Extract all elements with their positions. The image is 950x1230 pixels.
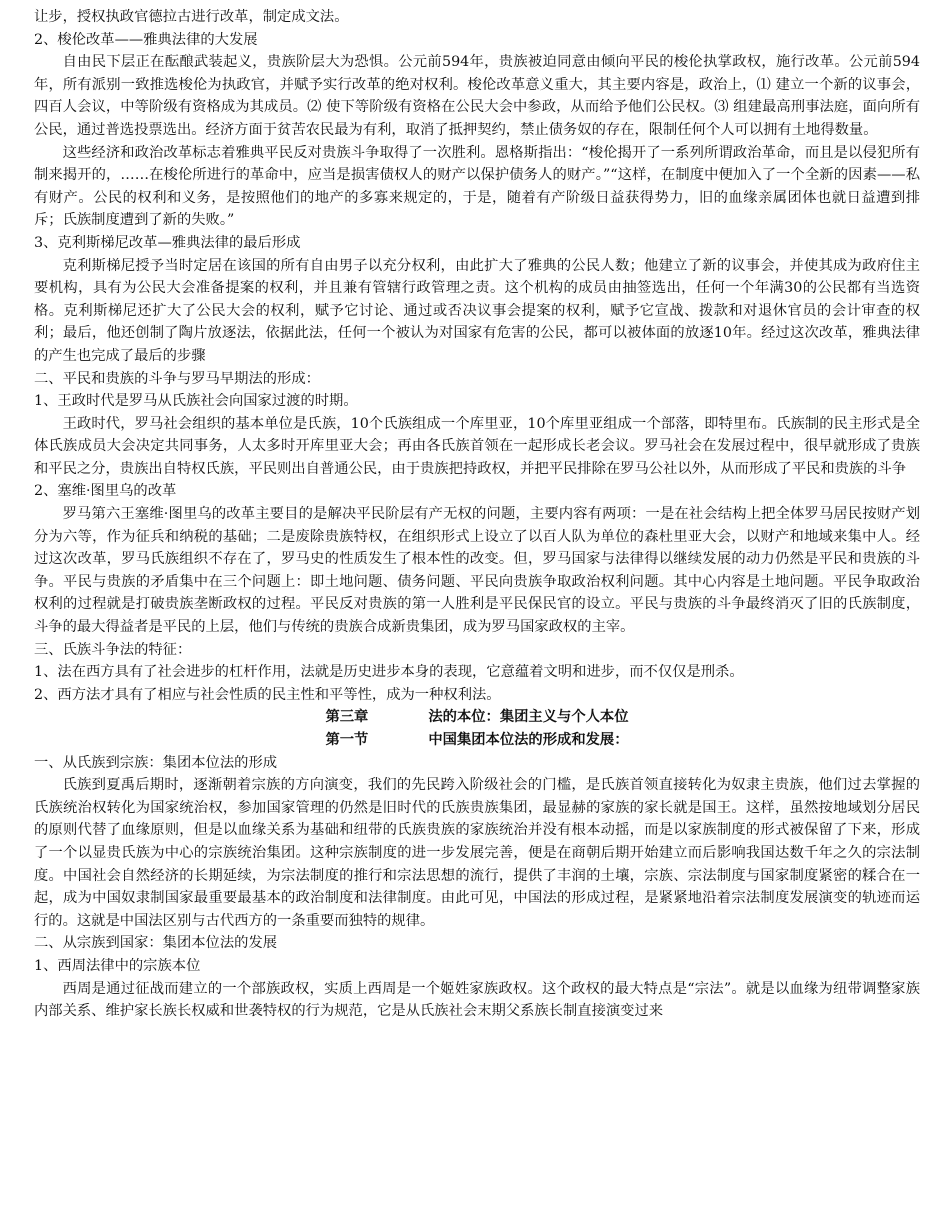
heading-clan-struggle-features: 三、氏族斗争法的特征： [34,641,192,658]
heading-clan-to-lineage: 一、从氏族到宗族：集团本位法的形成 [34,754,278,771]
heading-lineage-to-state: 二、从宗族到国家：集团本位法的发展 [34,935,278,952]
chapter-heading [34,706,920,729]
paragraph-engels-quote: 这些经济和政治改革标志着雅典平民反对贵族斗争取得了一次胜利。恩格斯指出：“梭伦揭开了一系列所谓政治革命，而且是以侵犯所有制来揭开的，……在梭伦所进行的革命中，应当是损害债权人的财产以保护债务人的财产。”“这样，在制度中便加入了一个全新的因素——私有财产。公民的权利和义务，是按照他们的地产的多寡来规定的，于是，随着有产阶级日益获得势力，旧的血缘亲属团体也就日益遭到排斥；氏族制度遭到了新的失败。” [34,144,920,229]
heading-roman-early-law: 二、平民和贵族的斗争与罗马早期法的形成： [34,370,320,387]
feature-item-2: 2、西方法才具有了相应与社会性质的民主性和平等性，成为一种权利法。 [34,686,501,703]
heading-servian-reform: 2、塞维·图里乌的改革 [34,483,177,500]
paragraph-western-zhou: 西周是通过征战而建立的一个部族政权，实质上西周是一个姬姓家族政权。这个政权的最大特点是“宗法”。就是以血缘为纽带调整家族内部关系、维护家长族长权威和世袭特权的行为规范，它是从氏族社会末期父系族长制直接演变过来 [34,980,920,1020]
paragraph-solon-reform: 自由民下层正在酝酿武装起义，贵族阶层大为恐惧。公元前594年，贵族被迫同意由倾向平民的梭伦执掌政权，施行改革。公元前594年，所有派别一致推选梭伦为执政官，并赋予实行改革的绝对权利。梭伦改革意义重大，其主要内容是，政治上，⑴ 建立一个新的议事会，四百人会议，中等阶级有资格成为其成员。⑵ 使下等阶级有资格在公民大会中参政，从而给予他们公民权。⑶ 组建最高刑事法庭，面向所有公民，通过普选投票选出。经济方面于贫苦农民最为有利，取消了抵押契约，禁止债务奴的存在，限制任何个人可以拥有土地得数量。 [34,54,920,138]
paragraph-regal-period: 王政时代，罗马社会组织的基本单位是氏族，10个氏族组成一个库里亚，10个库里亚组成一个部落，即特里布。氏族制的民主形式是全体氏族成员大会决定共同事务，人太多时开库里亚大会；再由各氏族首领在一起形成长老会议。罗马社会在发展过程中，很早就形成了贵族和平民之分，贵族出自特权氏族，平民则出自普通公民，由于贵族把持政权，并把平民排除在罗马公社以外，从而形成了平民和贵族的斗争 [34,415,920,477]
section-number: 第一节 [325,732,369,748]
heading-cleisthenes-reform: 3、克利斯梯尼改革—雅典法律的最后形成 [34,234,301,251]
chapter-title: 法的本位：集团主义与个人本位 [428,709,629,726]
feature-item-1: 1、法在西方具有了社会进步的杠杆作用，法就是历史进步本身的表现，它意蕴着文明和进步，而不仅仅是刑杀。 [34,664,744,681]
paragraph-cleisthenes-reform: 克利斯梯尼授予当时定居在该国的所有自由男子以充分权利，由此扩大了雅典的公民人数；他建立了新的议事会，并使其成为政府住主要机构，具有为公民大会准备提案的权利，并且兼有管辖行政管理之责。这个机构的成员由抽签选出，任何一个年满30的公民都有当选资格。克利斯梯尼还扩大了公民大会的权利，赋予它讨论、通过或否决议事会提案的权利，赋予它宣战、拨款和对退休官员的会计审查的权利；最后，他还创制了陶片放逐法，依据此法，任何一个被认为对国家有危害的公民，都可以被体面的放逐10年。经过这次改革，雅典法律的产生也完成了最后的步骤 [34,257,920,364]
paragraph-clan-to-lineage: 氏族到夏禹后期时，逐渐朝着宗族的方向演变，我们的先民跨入阶级社会的门槛，是氏族首领直接转化为奴隶主贵族，他们过去掌握的氏族统治权转化为国家统治权，参加国家管理的仍然是旧时代的氏族贵族集团，最显赫的家族的家长就是国王。这样，虽然按地域划分居民的原则代替了血缘原则，但是以血缘关系为基础和纽带的氏族贵族的家族统治并没有根本动摇，而是以家族制度的形式被保留了下来，形成了一个以显贵氏族为中心的宗族统治集团。这种宗族制度的进一步发展完善，便是在商朝后期开始建立而后影响我国达数千年之久的宗法制度。中国社会自然经济的长期延续，为宗法制度的推行和宗法思想的流行，提供了丰润的土壤，宗族、宗法制度与国家制度紧密的糅合在一起，成为中国奴隶制国家最重要最基本的政治制度和法律制度。由此可见，中国法的形成过程，是紧紧地沿着宗法制度发展演变的轨迹而运行的。这就是中国法区别与古代西方的一条重要而独特的规律。 [34,777,920,929]
heading-western-zhou: 1、西周法律中的宗族本位 [34,957,201,974]
heading-regal-period: 1、王政时代是罗马从氏族社会向国家过渡的时期。 [34,393,358,410]
paragraph-continuation: 让步，授权执政官德拉古进行改革，制定成文法。 [34,9,349,25]
paragraph-servian-reform: 罗马第六王塞维·图里乌的改革主要目的是解决平民阶层有产无权的问题，主要内容有两项：一是在社会结构上把全体罗马居民按财产划分为六等，作为征兵和纳税的基础；二是废除贵族特权，在组织形式上设立了以百人队为单位的森杜里亚大会，以财产和地域来集中人。经过这次改革，罗马氏族组织不存在了，罗马史的性质发生了根本性的改变。但，罗马国家与法律得以继续发展的动力仍然是平民和贵族的斗争。平民与贵族的矛盾集中在三个问题上：即土地问题、债务问题、平民向贵族争取政治权利问题。其中心内容是土地问题。平民争取政治权利的过程就是打破贵族垄断政权的过程。平民反对贵族的第一人胜利是平民保民官的设立。平民与贵族的斗争最终消灭了旧的氏族制度，斗争的最大得益者是平民的上层，他们与传统的贵族合成新贵集团，成为罗马国家政权的主宰。 [34,506,920,636]
section-title: 中国集团本位法的形成和发展： [428,732,629,748]
chapter-number: 第三章 [325,709,369,726]
section-heading [34,729,920,752]
heading-solon-reform: 2、梭伦改革——雅典法律的大发展 [34,31,258,48]
